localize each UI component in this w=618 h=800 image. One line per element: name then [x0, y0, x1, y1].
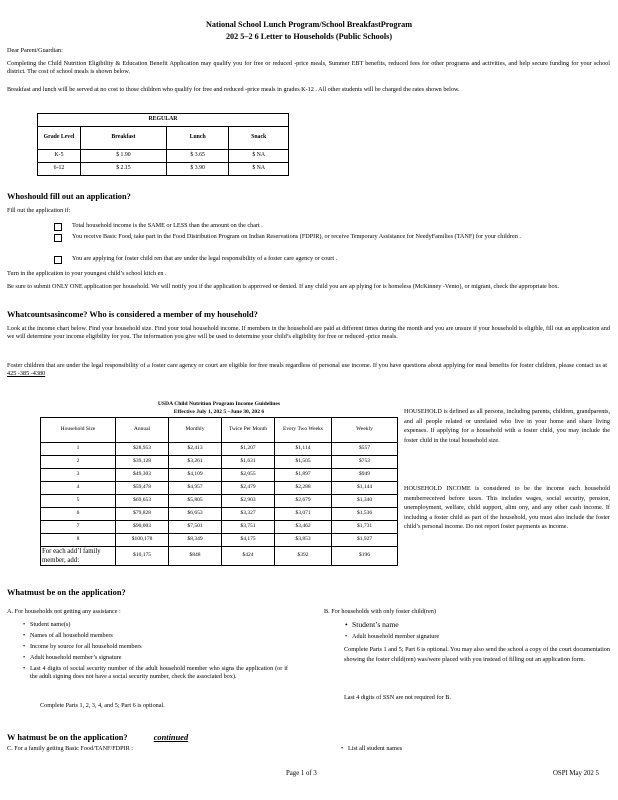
income-table-body [41, 442, 398, 546]
table-cell: $1,897 [275, 468, 332, 481]
household-size-cell: 2 [41, 455, 116, 468]
table-cell: $39,128 [116, 455, 169, 468]
section-b-title: B. For households with only foster child(ren) [324, 608, 436, 615]
table-cell: $79,828 [116, 507, 169, 520]
table-row [41, 494, 398, 507]
page-number: Page 1 of 3 [286, 770, 317, 777]
who-should-lead: Fill out the application if: [7, 207, 71, 214]
continued-tag: continued [153, 733, 189, 742]
table-cell: $2,413 [169, 442, 222, 455]
table-cell: $69,653 [116, 494, 169, 507]
table-cell: $5,805 [169, 494, 222, 507]
table-cell: $1,144 [332, 481, 398, 494]
table-cell: $100,178 [116, 533, 169, 546]
checkbox-icon [54, 256, 62, 264]
table-row [41, 520, 398, 533]
table-cell: $1,505 [275, 455, 332, 468]
table-cell: $4,957 [169, 481, 222, 494]
household-size-cell: 8 [41, 533, 116, 546]
household-size-cell: 7 [41, 520, 116, 533]
table-row [41, 455, 398, 468]
doc-subtitle: 202 5–2 6 Letter to Households (Public Schools) [225, 32, 393, 41]
table-cell: $848 [169, 546, 222, 565]
household-size-cell: 6 [41, 507, 116, 520]
table-cell: $949 [332, 468, 398, 481]
who-should-heading: Whoshould fill out an application? [7, 192, 131, 201]
intro-paragraph-1: Completing the Child Nutrition Eligibility & Education Benefit Application may qualify you for free or reduced -price meals, Summer EBT benefits, reduced fees for other programs and activities, and help secure funding for your school district. The cost of school meals is shown below. [7, 60, 610, 76]
continued-heading [7, 732, 188, 743]
table-cell: $3,071 [275, 507, 332, 520]
submit-note: Be sure to submit ONLY ONE application per household. We will notify you if the application is approved or denied. If any child you are ap plying for is homeless (McKinney -Vento), or migrant, check the appropriate box. [7, 283, 560, 290]
table-cell: $10,175 [116, 546, 169, 565]
section-b-complete: Complete Parts 1 and 5; Part 6 is optional. You may also send the school a copy of the court documentation showing the foster child(ren) was/were placed with you instead of filling out an application form. [344, 646, 610, 663]
household-size-cell: 3 [41, 468, 116, 481]
table-row [41, 507, 398, 520]
turn-in-note: Turn in the application to your youngest child’s school kitch en . [7, 270, 167, 277]
table-row [41, 533, 398, 546]
col-breakfast: Breakfast [81, 127, 167, 150]
what-must-heading: Whatmust be on the application? [7, 588, 126, 597]
income-title-line-1: USDA Child Nutrition Program Income Guidelines [157, 401, 281, 407]
criteria-item: Total household income is the SAME or LESS than the amount on the chart . [72, 222, 263, 229]
table-cell: $1,731 [332, 520, 398, 533]
household-size-cell: 1 [41, 442, 116, 455]
list-item: • Names of all household members [30, 632, 113, 640]
additional-member-label: For each add’l family member, add: [41, 546, 116, 565]
regular-price-table [37, 113, 289, 176]
table-cell: $ 1.90 [81, 150, 167, 163]
col-grade-level: Grade Level [38, 127, 81, 150]
table-cell: $1,927 [332, 533, 398, 546]
section-c-title: C. For a family getting Basic Food/TANF/FDPIR : [7, 745, 134, 752]
list-item: • Student’s name [352, 620, 399, 630]
table-cell: $2,679 [275, 494, 332, 507]
table-cell: $1,207 [222, 442, 275, 455]
criteria-item: You are applying for foster child ren that are under the legal responsibility of a foster care agency or court . [72, 255, 338, 262]
intro-paragraph-2: Breakfast and lunch will be served at no cost to those children who qualify for free and reduced -price meals in grades K-12 . All other students will be charged the rates shown below. [7, 86, 460, 93]
table-row [41, 442, 398, 455]
income-guidelines-table [40, 400, 398, 566]
table-cell: $3,462 [275, 520, 332, 533]
table-cell: 6-12 [38, 163, 81, 176]
table-cell: $3,261 [169, 455, 222, 468]
table-cell: $2,288 [275, 481, 332, 494]
col-annual: Annual [116, 417, 169, 442]
table-row [41, 481, 398, 494]
col-lunch: Lunch [166, 127, 228, 150]
table-cell: $424 [222, 546, 275, 565]
foster-text: Foster children that are under the legal responsibility of a foster care agency or court are eligible for free meals regardless of personal use income. If you have questions about applying for meal benefits for foster children, please contact us at [7, 362, 607, 369]
table-cell: $4,109 [169, 468, 222, 481]
table-cell: $392 [275, 546, 332, 565]
doc-title: National School Lunch Program/School BreakfastProgram [205, 20, 413, 29]
table-cell: $2,903 [222, 494, 275, 507]
table-cell: $1,536 [332, 507, 398, 520]
col-twice-per-month: Twice Per Month [222, 417, 275, 442]
list-item: • Student name(s) [30, 621, 70, 629]
table-cell: $3,751 [222, 520, 275, 533]
table-cell: $1,114 [275, 442, 332, 455]
list-item: • Adult household member’s signature [30, 654, 121, 662]
table-cell: $ 3.65 [166, 150, 228, 163]
table-cell: $1,631 [222, 455, 275, 468]
table-cell: $557 [332, 442, 398, 455]
household-definition: HOUSEHOLD is defined as all persons, including parents, children, grandparents, and all people related or unrelated who live in your home and share living expenses. If applying for a household with a foster child, you may include the foster child in the total household size. [404, 408, 610, 444]
table-cell: $3,327 [222, 507, 275, 520]
table-cell: $90,003 [116, 520, 169, 533]
list-item: • Adult household member signature [352, 633, 439, 641]
list-item: • Income by source for all household members [30, 643, 142, 651]
table-cell: $2,479 [222, 481, 275, 494]
table-row [38, 150, 289, 163]
table-cell: $ 2.15 [81, 163, 167, 176]
col-weekly: Weekly [332, 417, 398, 442]
table-cell: $196 [332, 546, 398, 565]
table-cell: $4,175 [222, 533, 275, 546]
col-household-size: Household Size [41, 417, 116, 442]
section-a-complete: Complete Parts 1, 2, 3, 4, and 5; Part 6 is optional. [40, 702, 165, 709]
col-snack: Snack [229, 127, 289, 150]
table-row [41, 546, 398, 565]
table-cell: $59,478 [116, 481, 169, 494]
col-every-two-weeks: Every Two Weeks [275, 417, 332, 442]
household-income-definition: HOUSEHOLD INCOME is considered to be the income each household memberreceived before taxes. This includes wages, social security, pension, unemployment, welfare, child support, alim ony, and any other cash income. If including a foster child as part of the household, you must also include the foster child’s personal income. Do not report foster payments as income. [404, 485, 610, 531]
table-row [41, 468, 398, 481]
table-cell: $8,349 [169, 533, 222, 546]
table-cell: $753 [332, 455, 398, 468]
table-cell: $1,340 [332, 494, 398, 507]
foster-paragraph [7, 362, 607, 379]
col-monthly: Monthly [169, 417, 222, 442]
income-table-title [41, 400, 398, 417]
table-cell: $ 3.90 [166, 163, 228, 176]
criteria-item: You receive Basic Food, take part in the Food Distribution Program on Indian Reservations (FDPIR), or receive Temporary Assistance for NeedyFamilies (TANF) for your children . [72, 233, 521, 240]
list-item: • Last 4 digits of social security number of the adult household member who signs the application (or if the adult signing does not have a social security number, check the associated box). [30, 665, 288, 682]
table-cell: $3,853 [275, 533, 332, 546]
what-counts-heading: Whatcountsasincome? Who is considered a member of my household? [7, 310, 258, 319]
table-cell: $49,303 [116, 468, 169, 481]
table-cell: K-5 [38, 150, 81, 163]
continued-heading-text: W hatmust be on the application? [7, 733, 128, 742]
greeting: Dear Parent/Guardian: [7, 47, 63, 54]
table-cell: $7,501 [169, 520, 222, 533]
table-cell: $ NA [229, 163, 289, 176]
checkbox-icon [54, 234, 62, 242]
income-title-line-2: Effective July 1, 202 5 –June 30, 202 6 [173, 409, 265, 416]
table-cell: $28,953 [116, 442, 169, 455]
table-cell: $6,653 [169, 507, 222, 520]
checkbox-icon [54, 223, 62, 231]
table-cell: $2,055 [222, 468, 275, 481]
household-size-cell: 4 [41, 481, 116, 494]
section-b-ssn-note: Last 4 digits of SSN are not required for B. [344, 694, 451, 701]
regular-caption: REGULAR [38, 114, 289, 127]
table-row [38, 163, 289, 176]
what-counts-paragraph: Look at the income chart below. Find your household size. Find your total household income. If members in the household are paid at different times during the month and you are unsure if your household is eligible, fill out an application and we will determine your income eligibility for you. The information you give will be used to determine your child’s eligibility for free or reduced -price meals. [7, 325, 610, 341]
household-size-cell: 5 [41, 494, 116, 507]
table-cell: $ NA [229, 150, 289, 163]
section-a-title: A. For households not getting any assistance : [7, 608, 121, 615]
list-item: • List all student names [348, 745, 402, 753]
revision-date: OSPI May 202 5 [553, 770, 599, 777]
contact-phone: 425 -385 -4380 [7, 370, 46, 378]
